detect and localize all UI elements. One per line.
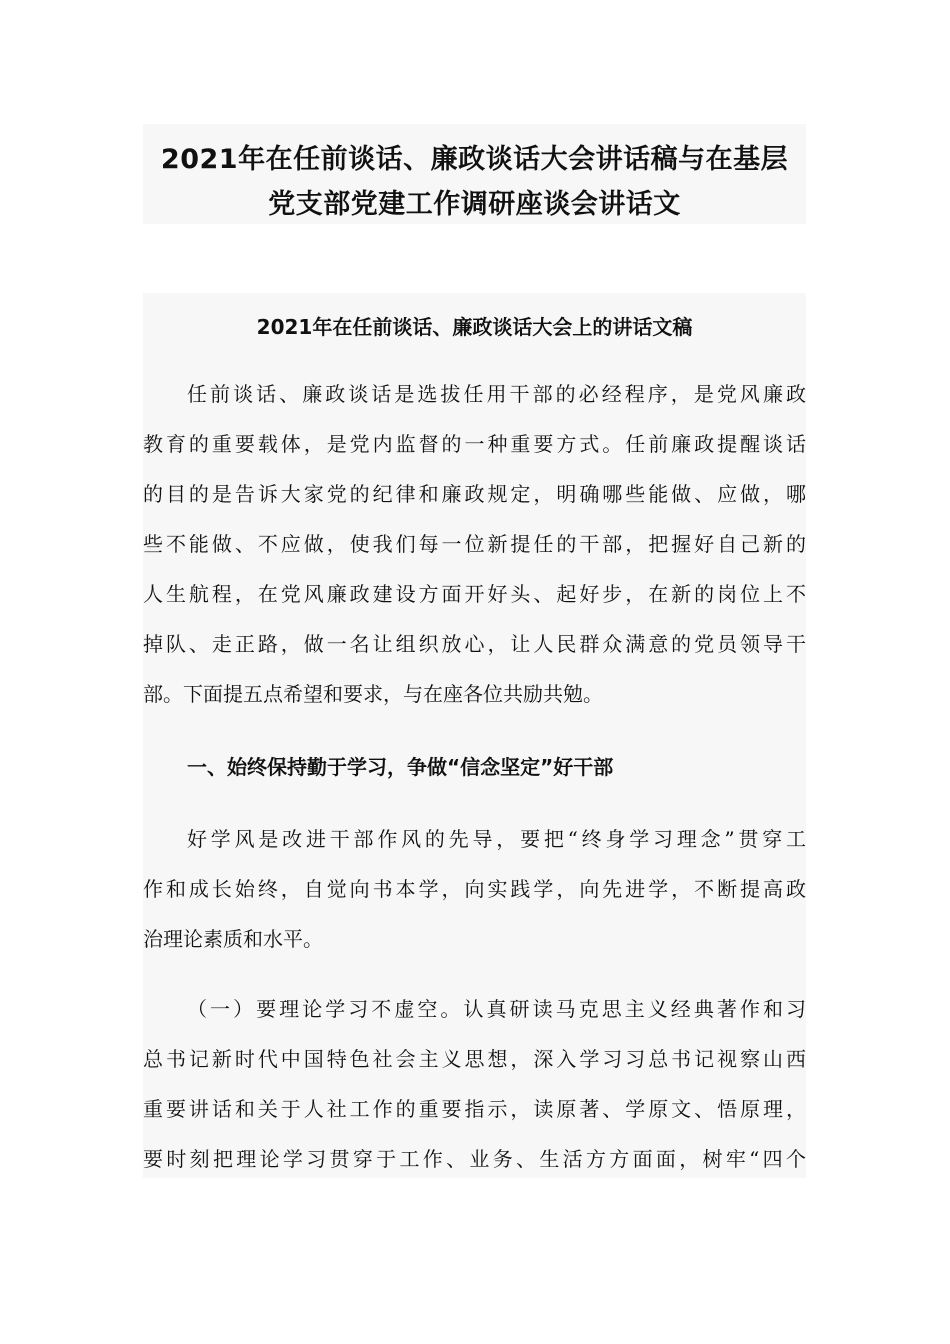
title-line-1: 2021年在任前谈话、廉政谈话大会讲话稿与在基层 [160, 144, 789, 175]
paragraph-1-line: 人生航程，在党风廉政建设方面开好头、起好步，在新的岗位上不 [143, 582, 806, 606]
paragraph-1-line: 的目的是告诉大家党的纪律和廉政规定，明确哪些能做、应做，哪 [143, 482, 806, 506]
title-line-2: 党支部党建工作调研座谈会讲话文 [268, 189, 681, 220]
paragraph-3-line: （一）要理论学习不虚空。认真研读马克思主义经典著作和习 [187, 997, 806, 1021]
paragraph-1-line: 部。下面提五点希望和要求，与在座各位共励共勉。 [143, 682, 603, 706]
paragraph-1-line: 任前谈话、廉政谈话是选拔任用干部的必经程序，是党风廉政 [187, 382, 806, 406]
paragraph-2-line: 作和成长始终，自觉向书本学，向实践学，向先进学，不断提高政 [143, 877, 806, 901]
section-subtitle: 2021年在任前谈话、廉政谈话大会上的讲话文稿 [256, 315, 693, 339]
document-body [143, 293, 806, 1178]
paragraph-1-line: 教育的重要载体，是党内监督的一种重要方式。任前廉政提醒谈话 [143, 432, 806, 456]
paragraph-2-line: 好学风是改进干部作风的先导，要把“终身学习理念”贯穿工 [187, 827, 806, 851]
section-heading-1: 一、始终保持勤于学习，争做“信念坚定”好干部 [187, 755, 614, 779]
paragraph-2-line: 治理论素质和水平。 [143, 927, 323, 951]
document-title [143, 124, 806, 224]
paragraph-3-line: 要时刻把理论学习贯穿于工作、业务、生活方方面面，树牢“四个 [143, 1147, 806, 1171]
paragraph-1-line: 掉队、走正路，做一名让组织放心，让人民群众满意的党员领导干 [143, 632, 806, 656]
paragraph-3-line: 重要讲话和关于人社工作的重要指示，读原著、学原文、悟原理， [143, 1097, 806, 1121]
paragraph-1-line: 些不能做、不应做，使我们每一位新提任的干部，把握好自己新的 [143, 532, 806, 556]
paragraph-3-line: 总书记新时代中国特色社会主义思想，深入学习习总书记视察山西 [143, 1047, 806, 1071]
